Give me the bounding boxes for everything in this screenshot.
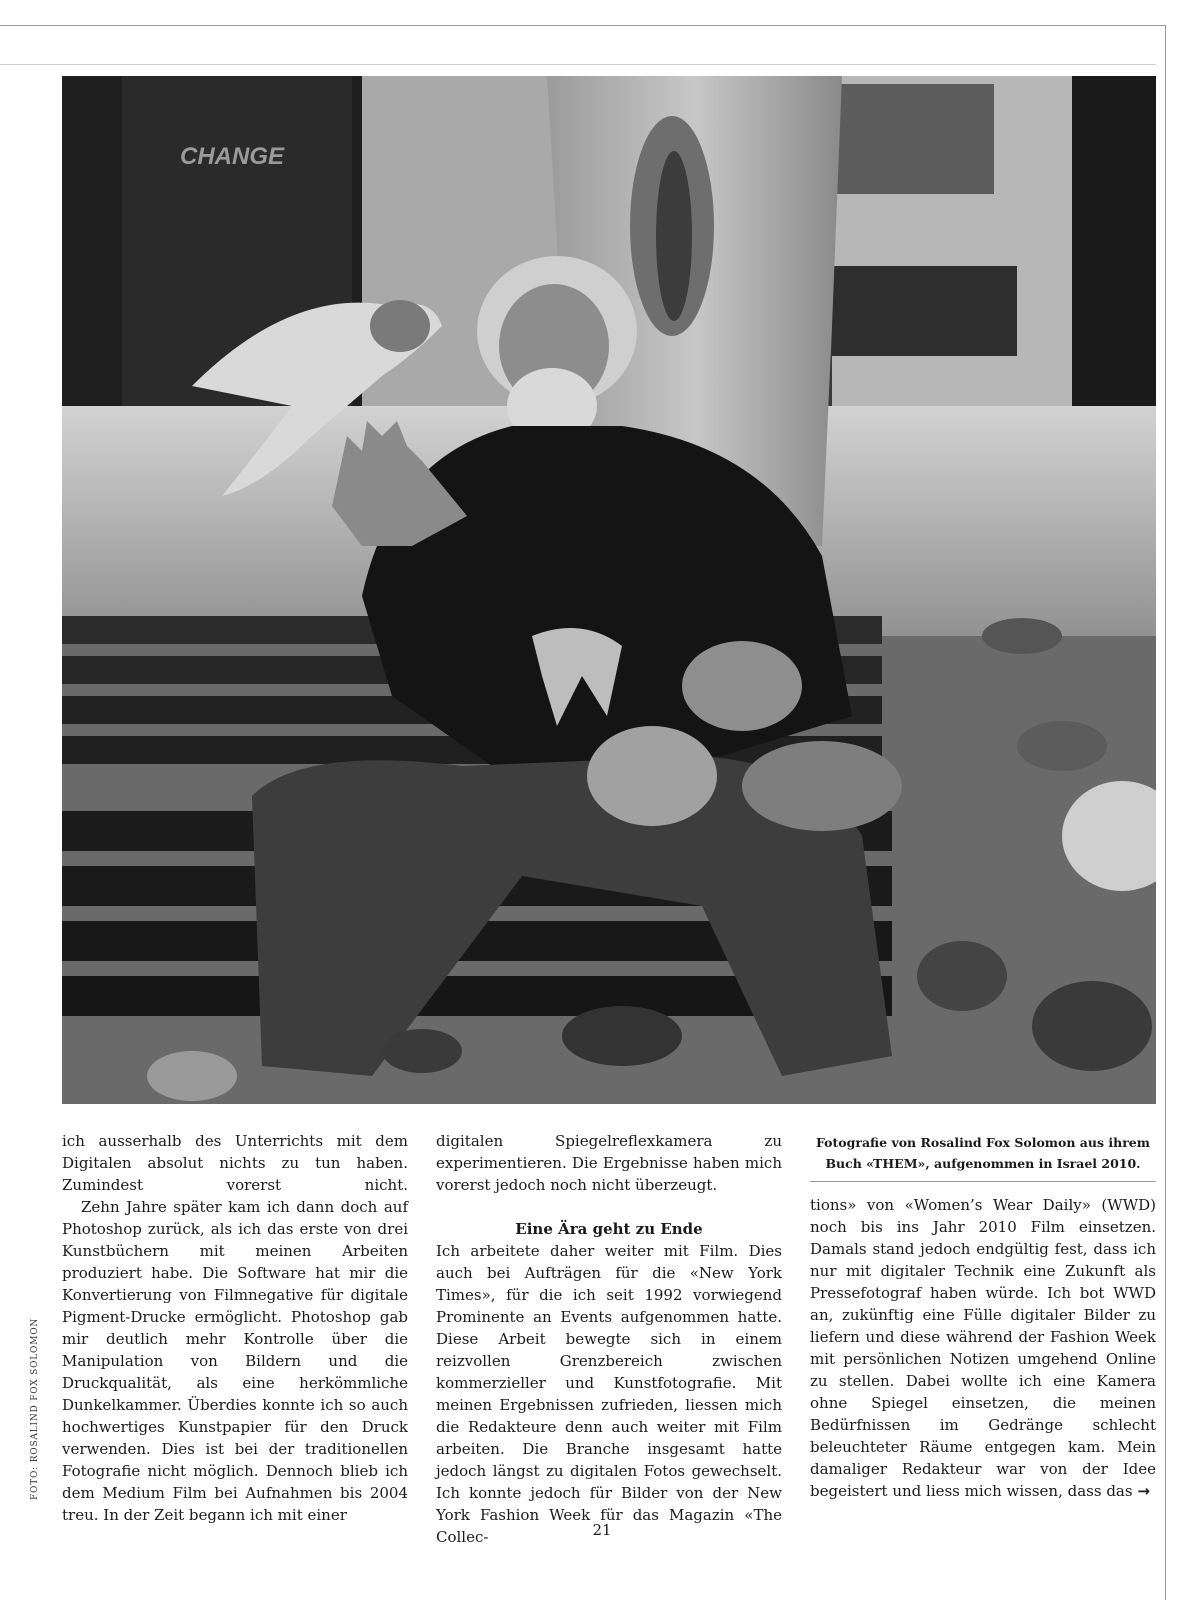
paragraph <box>810 1194 1156 1502</box>
arrow-right-icon: → <box>1137 1482 1150 1500</box>
right-rule <box>1165 25 1166 1600</box>
paragraph-text: tions» von «Women’s Wear Daily» (WWD) noch bis ins Jahr 2010 Film einsetzen. Damals stand jedoch endgültig fest, dass ich nur mit digitaler Technik eine Zukunft als Pressefotograf haben würde. Ich bot WWD an, zukünftig eine Fülle digitaler Bilder zu liefern und diese während der Fashion Week mit persönlichen Notizen umgehend Online zu stellen. Dabei wollte ich eine Kamera ohne Spiegel einsetzen, die meinen Bedürfnissen im Gedränge schlecht beleuchteter Räume entgegen kam. Mein damaliger Redakteur war von der Idee begeistert und liess mich wissen, dass das <box>810 1196 1156 1500</box>
section-heading: Eine Ära geht zu Ende <box>515 1220 703 1238</box>
top-rule <box>0 25 1165 26</box>
column-3 <box>810 1130 1156 1502</box>
paragraph: Ich arbeitete daher weiter mit Film. Dies auch bei Aufträgen für die «New York Times», für die ich seit 1992 vorwiegend Prominente an Events aufgenommen hatte. Diese Arbeit bewegte sich in einem reizvollen Grenzbereich zwischen kommerzieller und Kunstfotografie. Mit meinen Ergebnissen zufrieden, liessen mich die Redakteure denn auch weiter mit Film arbeiten. Die Branche insgesamt hatte jedoch längst zu digitalen Fotos gewechselt. Ich konnte jedoch für Bilder von der New York Fashion Week für das Magazin «The Collec- <box>436 1242 782 1546</box>
paragraph: ich ausserhalb des Unterrichts mit dem Digitalen absolut nichts zu tun haben. Zumindest vorerst nicht. <box>62 1132 408 1194</box>
page-number: 21 <box>592 1521 612 1539</box>
storefront-sign: CHANGE <box>180 143 285 170</box>
column-1 <box>62 1130 408 1526</box>
column-2 <box>436 1130 782 1548</box>
caption-divider <box>810 1181 1156 1182</box>
photograph <box>62 76 1156 1104</box>
paragraph: digitalen Spiegelreflexkamera zu experimentieren. Die Ergebnisse haben mich vorerst jedoch noch nicht überzeugt. <box>436 1132 782 1194</box>
photo-caption: Fotografie von Rosalind Fox Solomon aus ihrem Buch «THEM», aufgenommen in Israel 2010. <box>815 1135 1150 1171</box>
paragraph: Zehn Jahre später kam ich dann doch auf Photoshop zurück, als ich das erste von drei Kunstbüchern mit meinen Arbeiten produziert habe. Die Software hat mir die Konvertierung von Filmnegative für digitale Pigment-Drucke ermöglicht. Photoshop gab mir deutlich mehr Kontrolle über die Manipulation von Bildern und die Druckqualität, als eine herkömmliche Dunkelkammer. Überdies konnte ich so auch hochwertiges Kunstpapier für den Druck verwenden. Dies ist bei der traditionellen Fotografie nicht möglich. Dennoch blieb ich dem Medium Film bei Aufnahmen bis 2004 treu. In der Zeit begann ich mit einer <box>62 1198 408 1524</box>
inner-rule <box>0 64 1156 65</box>
